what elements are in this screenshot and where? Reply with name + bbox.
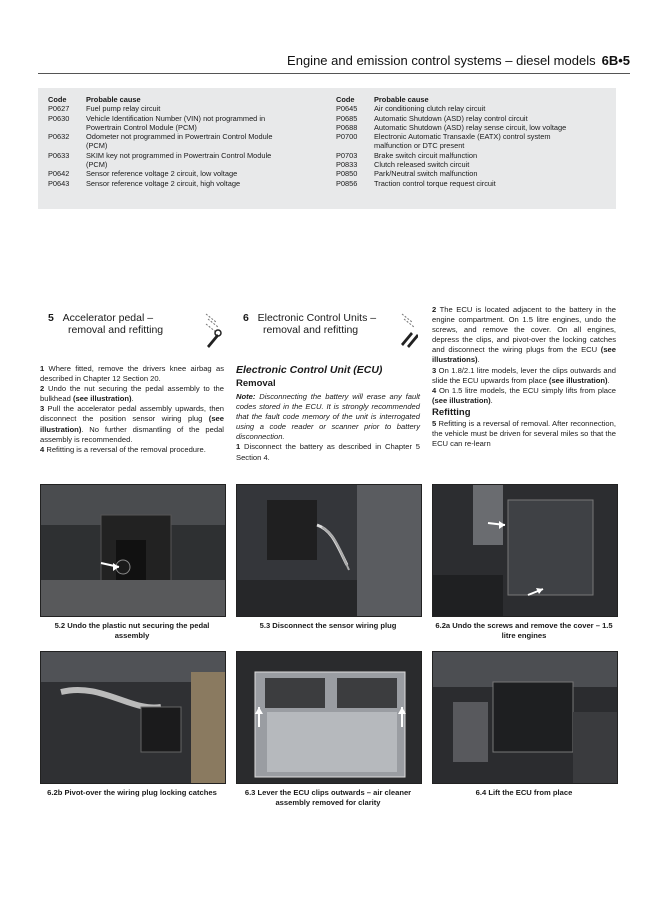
ecu-subheading: Electronic Control Unit (ECU) <box>236 364 383 376</box>
fault-code: P0633 <box>48 150 70 160</box>
step-6-4 <box>432 386 616 406</box>
ecu-cover-photo <box>433 485 617 616</box>
fault-code: P0700 <box>336 132 358 142</box>
fault-code-row <box>330 179 566 188</box>
step-number: 5 <box>432 418 437 428</box>
fault-code-row <box>330 114 566 123</box>
section-6-number: 6 <box>243 312 249 324</box>
fault-code: P0627 <box>48 104 70 114</box>
probable-cause <box>86 114 273 133</box>
probable-cause-line: Clutch released switch circuit <box>374 160 470 170</box>
section-6-title <box>243 312 376 336</box>
cause-header: Probable cause <box>86 95 141 104</box>
step-number: 2 <box>432 305 437 314</box>
fault-code-row <box>42 169 273 178</box>
section-5-number: 5 <box>48 312 54 324</box>
fault-code-panel <box>38 88 616 209</box>
fault-code: P0685 <box>336 113 358 123</box>
probable-cause-line: Traction control torque request circuit <box>374 178 496 188</box>
code-header: Code <box>48 95 67 104</box>
fault-code-row <box>42 132 273 151</box>
fault-code-row <box>330 132 566 151</box>
step-text: Refitting is a reversal of the removal procedure. <box>44 444 206 454</box>
battery-note <box>236 392 420 442</box>
probable-cause <box>86 151 273 170</box>
step-6-1 <box>236 442 420 462</box>
probable-cause <box>374 179 566 188</box>
probable-cause-line: Sensor reference voltage 2 circuit, low voltage <box>86 169 238 179</box>
step-5-1 <box>40 364 224 384</box>
photo-5-2 <box>40 484 226 617</box>
step-5-4 <box>40 445 224 455</box>
probable-cause <box>374 114 566 123</box>
section-5-title-text: Accelerator pedal – <box>62 312 154 324</box>
code-header: Code <box>336 95 355 104</box>
section-6-subtitle: removal and refitting <box>263 324 359 336</box>
step-text: Where fitted, remove the drivers knee airbag as described in Chapter 12 Section 20. <box>40 364 224 384</box>
step-text: On 1.8/2.1 litre models, lever the clips outwards and slide the ECU upwards from place <box>432 365 616 385</box>
step-text: Refitting is a reversal of removal. After reconnection, the vehicle must be driven for several miles so that the ECU can re-learn <box>432 418 616 449</box>
probable-cause-line: (PCM) <box>86 141 108 151</box>
ecu-clips-photo <box>237 652 421 783</box>
step-text: . <box>490 395 493 405</box>
step-6-5 <box>432 419 616 449</box>
probable-cause-line: (PCM) <box>86 160 108 170</box>
fault-code-row <box>42 151 273 170</box>
probable-cause <box>374 104 566 113</box>
fault-code: P0703 <box>336 150 358 160</box>
fault-code: P0632 <box>48 132 70 142</box>
wiring-plug-photo <box>41 652 225 783</box>
caption-6-2b: 6.2b Pivot-over the wiring plug locking catches <box>47 788 217 797</box>
step-text: The ECU is located adjacent to the battery in the engine compartment. On 1.5 litre engines, undo the screws, and remove the cover. On all engines, depress the clips, and pivot-over the locking catches and disconnect the wiring plugs from the ECU <box>432 305 616 355</box>
step-text: . <box>477 355 480 365</box>
probable-cause-line: Air conditioning clutch relay circuit <box>374 104 486 114</box>
removal-heading: Removal <box>236 378 276 389</box>
probable-cause <box>374 123 566 132</box>
fault-code: P0856 <box>336 178 358 188</box>
cause-header: Probable cause <box>374 95 429 104</box>
step-5-2 <box>40 384 224 404</box>
step-6-3 <box>432 366 616 386</box>
chapter-title: Engine and emission control systems – diesel models <box>287 53 596 68</box>
probable-cause <box>374 132 566 151</box>
photo-5-3 <box>236 484 422 617</box>
probable-cause-line: malfunction or DTC present <box>374 141 465 151</box>
fault-code-row <box>330 169 566 178</box>
fault-code: P0833 <box>336 160 358 170</box>
header-rule <box>38 73 630 74</box>
caption-5-3: 5.3 Disconnect the sensor wiring plug <box>259 621 397 630</box>
section-5-subtitle: removal and refitting <box>68 324 164 336</box>
step-text: On 1.5 litre models, the ECU simply lifts from place <box>436 385 616 395</box>
step-number: 3 <box>40 404 45 414</box>
caption-6-3: 6.3 Lever the ECU clips outwards – air cleaner assembly removed for clarity <box>244 788 412 807</box>
step-number: 2 <box>40 384 45 394</box>
illustration-ref: (see illustration) <box>40 414 224 434</box>
probable-cause-line: Fuel pump relay circuit <box>86 104 161 114</box>
pedal-assembly-photo <box>41 485 225 616</box>
caption-6-4: 6.4 Lift the ECU from place <box>475 788 573 797</box>
probable-cause-line: Electronic Automatic Transaxle (EATX) control system <box>374 132 551 142</box>
section-6-heading <box>235 306 420 356</box>
fault-code-table-left <box>42 95 332 188</box>
probable-cause <box>86 169 273 178</box>
probable-cause-line: Automatic Shutdown (ASD) relay control circuit <box>374 113 528 123</box>
section-6-continued-body <box>432 305 616 449</box>
step-5-3 <box>40 404 224 444</box>
probable-cause-line: SKIM key not programmed in Powertrain Control Module <box>86 150 272 160</box>
probable-cause <box>374 160 566 169</box>
section-6-body <box>236 364 420 463</box>
section-5-heading <box>40 306 225 356</box>
refitting-heading: Refitting <box>432 406 471 418</box>
photo-6-3 <box>236 651 422 784</box>
caption-6-2a: 6.2a Undo the screws and remove the cover – 1.5 litre engines <box>435 621 613 640</box>
step-text: Undo the nut securing the pedal assembly to the bulkhead <box>40 384 224 404</box>
probable-cause-line: Park/Neutral switch malfunction <box>374 169 478 179</box>
photo-6-2a <box>432 484 618 617</box>
caption-5-2: 5.2 Undo the plastic nut securing the pedal assembly <box>54 621 210 640</box>
difficulty-wrench-icon <box>202 310 222 350</box>
step-number: 1 <box>40 364 45 373</box>
fault-code: P0643 <box>48 178 70 188</box>
probable-cause <box>374 151 566 160</box>
ecu-lift-photo <box>433 652 617 783</box>
step-number: 4 <box>40 444 45 454</box>
illustration-ref: (see illustration) <box>72 394 132 404</box>
fault-code-row <box>42 114 273 133</box>
note-text: Disconnecting the battery will erase any fault codes stored in the ECU. It is strongly recommended that the fault code memory of the unit is interrogated using a code reader or scanner prior to battery disconnection. <box>236 392 420 442</box>
section-5-title <box>48 312 163 336</box>
fault-code-row <box>330 104 566 113</box>
note-label: Note: <box>236 392 256 401</box>
fault-code: P0850 <box>336 169 358 179</box>
photo-6-2b <box>40 651 226 784</box>
probable-cause <box>86 132 273 151</box>
probable-cause-line: Powertrain Control Module (PCM) <box>86 122 197 132</box>
photo-6-4 <box>432 651 618 784</box>
step-number: 3 <box>432 365 437 375</box>
fault-code: P0645 <box>336 104 358 114</box>
step-text: Disconnect the battery as described in Chapter 5 Section 4. <box>236 442 420 462</box>
probable-cause <box>86 104 273 113</box>
illustration-ref: (see illustration) <box>548 375 608 385</box>
probable-cause <box>86 179 273 188</box>
probable-cause-line: Vehicle Identification Number (VIN) not programmed in <box>86 113 266 123</box>
fault-code-row <box>42 179 273 188</box>
fault-code-row <box>42 104 273 113</box>
probable-cause-line: Sensor reference voltage 2 circuit, high voltage <box>86 178 241 188</box>
fault-code-row <box>330 160 566 169</box>
fault-code-row <box>330 151 566 160</box>
fault-code: P0642 <box>48 169 70 179</box>
probable-cause-line: Brake switch circuit malfunction <box>374 150 478 160</box>
fault-code: P0688 <box>336 122 358 132</box>
fault-code: P0630 <box>48 113 70 123</box>
section-5-body <box>40 364 224 455</box>
fault-code-table-right <box>330 95 620 188</box>
running-header <box>287 53 630 68</box>
probable-cause-line: Automatic Shutdown (ASD) relay sense circuit, low voltage <box>374 122 567 132</box>
section-6-title-text: Electronic Control Units – <box>257 312 377 324</box>
step-number: 4 <box>432 385 437 395</box>
sensor-plug-photo <box>237 485 421 616</box>
probable-cause <box>374 169 566 178</box>
fault-code-row <box>330 123 566 132</box>
illustration-ref: (see illustrations) <box>432 345 616 365</box>
step-text: . <box>131 394 134 404</box>
step-text: . No further dismantling of the pedal assembly is recommended. <box>40 424 224 444</box>
probable-cause-line: Odometer not programmed in Powertrain Control Module <box>86 132 273 142</box>
illustration-ref: (see illustration) <box>432 395 491 405</box>
step-6-2 <box>432 305 616 366</box>
step-text: Pull the accelerator pedal assembly upwards, then disconnect the position sensor wiring plug <box>40 404 224 424</box>
page-number: 6B•5 <box>601 53 630 68</box>
step-number: 1 <box>236 442 241 452</box>
step-text: . <box>607 375 610 385</box>
difficulty-wrench-icon <box>398 310 418 350</box>
